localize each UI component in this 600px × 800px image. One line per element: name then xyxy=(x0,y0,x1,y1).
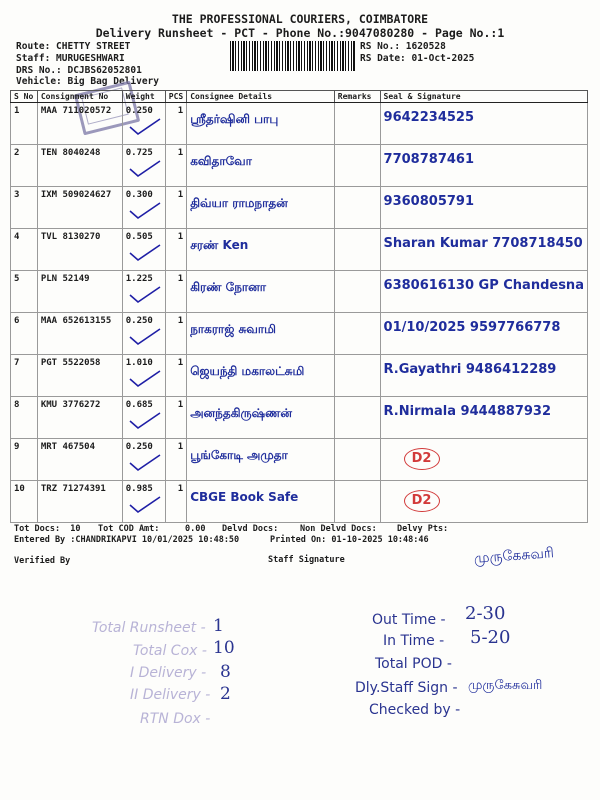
row-weight-value: 0.505 xyxy=(125,232,153,242)
signature-handwriting: 9360805791 xyxy=(383,194,475,209)
row-pcs: 1 xyxy=(165,103,186,145)
col-signature: Seal & Signature xyxy=(380,91,587,103)
total-pod-label: Total POD - xyxy=(375,656,452,672)
row-sno: 2 xyxy=(11,145,38,187)
row-weight xyxy=(122,187,165,229)
table-header xyxy=(11,91,588,103)
row-consignee xyxy=(187,439,335,481)
row-signature xyxy=(380,145,587,187)
row-remarks xyxy=(334,103,380,145)
consignee-handwriting: சரண் Ken xyxy=(190,238,249,252)
tick-mark-icon xyxy=(126,285,162,305)
row-pcs: 1 xyxy=(165,313,186,355)
col-consignment: Consignment No xyxy=(37,91,122,103)
row-sno: 9 xyxy=(11,439,38,481)
row-consignment: IXM 509024627 xyxy=(37,187,122,229)
staff-signature-label: Staff Signature xyxy=(268,555,345,565)
total-runsheet-label: Total Runsheet - xyxy=(92,620,206,636)
company-title: THE PROFESSIONAL COURIERS, COIMBATORE xyxy=(171,12,429,26)
row-weight xyxy=(122,229,165,271)
total-cox-value: 10 xyxy=(213,638,235,658)
tot-docs: Tot Docs: 10 xyxy=(14,524,81,534)
row-consignment: MRT 467504 xyxy=(37,439,122,481)
signature-handwriting: 01/10/2025 9597766778 xyxy=(383,320,561,335)
row-consignee xyxy=(187,229,335,271)
delvd-docs: Delvd Docs: xyxy=(222,524,279,534)
table-row xyxy=(11,271,588,313)
signature-handwriting: R.Nirmala 9444887932 xyxy=(383,404,552,419)
row-weight-value: 0.250 xyxy=(125,442,153,452)
row-pcs: 1 xyxy=(165,229,186,271)
i-delivery-label: I Delivery - xyxy=(130,665,207,681)
row-consignment: MAA 711020572 xyxy=(37,103,122,145)
row-signature xyxy=(380,355,587,397)
row-weight-value: 0.725 xyxy=(125,148,153,158)
consignee-handwriting: ஜெயந்தி மகாலட்சுமி xyxy=(190,364,305,378)
row-remarks xyxy=(334,481,380,523)
row-remarks xyxy=(334,355,380,397)
checked-by-label: Checked by - xyxy=(369,702,461,718)
row-weight xyxy=(122,313,165,355)
row-signature xyxy=(380,103,587,145)
row-pcs: 1 xyxy=(165,481,186,523)
row-remarks xyxy=(334,229,380,271)
staff-signature-hand: முருகேசுவரி xyxy=(473,545,555,567)
rtn-dox-label: RTN Dox - xyxy=(140,711,211,727)
delvy-pts: Delvy Pts: xyxy=(397,524,449,534)
row-sno: 6 xyxy=(11,313,38,355)
tick-mark-icon xyxy=(126,243,162,263)
d2-marker: D2 xyxy=(404,448,440,470)
row-consignee xyxy=(187,355,335,397)
row-consignee xyxy=(187,397,335,439)
row-consignee xyxy=(187,313,335,355)
row-pcs: 1 xyxy=(165,271,186,313)
signature-handwriting: Sharan Kumar 7708718450 xyxy=(383,236,583,251)
table-row xyxy=(11,187,588,229)
row-weight xyxy=(122,103,165,145)
row-pcs: 1 xyxy=(165,397,186,439)
consignee-handwriting: அனந்தகிருஷ்ணன் xyxy=(190,406,292,420)
row-weight-value: 1.010 xyxy=(125,358,153,368)
tick-mark-icon xyxy=(126,369,162,389)
row-weight-value: 0.250 xyxy=(125,106,153,116)
col-pcs: PCS xyxy=(165,91,186,103)
row-sno: 10 xyxy=(11,481,38,523)
row-sno: 1 xyxy=(11,103,38,145)
route-label: Route: CHETTY STREET xyxy=(16,41,131,52)
tick-mark-icon xyxy=(126,159,162,179)
row-consignment: KMU 3776272 xyxy=(37,397,122,439)
signature-handwriting: 9642234525 xyxy=(383,110,475,125)
row-consignment: TEN 8040248 xyxy=(37,145,122,187)
table-row xyxy=(11,439,588,481)
consignee-handwriting: கிரண் நோனா xyxy=(190,280,267,294)
table-row xyxy=(11,313,588,355)
signature-handwriting: R.Gayathri 9486412289 xyxy=(383,362,557,377)
row-weight xyxy=(122,145,165,187)
row-pcs: 1 xyxy=(165,355,186,397)
row-signature xyxy=(380,187,587,229)
signature-handwriting: 7708787461 xyxy=(383,152,475,167)
row-weight-value: 0.985 xyxy=(125,484,153,494)
runsheet-subtitle: Delivery Runsheet - PCT - Phone No.:9047080280 - Page No.:1 xyxy=(95,26,505,40)
row-weight-value: 0.685 xyxy=(125,400,153,410)
row-consignment: PLN 52149 xyxy=(37,271,122,313)
table-row xyxy=(11,145,588,187)
row-pcs: 1 xyxy=(165,187,186,229)
row-sno: 4 xyxy=(11,229,38,271)
row-signature xyxy=(380,439,587,481)
row-remarks xyxy=(334,313,380,355)
barcode xyxy=(230,41,355,71)
ii-delivery-label: II Delivery - xyxy=(130,687,211,703)
row-sno: 5 xyxy=(11,271,38,313)
i-delivery-value: 8 xyxy=(220,662,231,682)
row-remarks xyxy=(334,271,380,313)
row-weight xyxy=(122,355,165,397)
rs-number: RS No.: 1620528 xyxy=(360,41,446,52)
table-row xyxy=(11,397,588,439)
table-row xyxy=(11,355,588,397)
row-signature xyxy=(380,229,587,271)
row-remarks xyxy=(334,397,380,439)
table-row xyxy=(11,481,588,523)
consignee-handwriting: ஸ்ரீதர்ஷினி பாபு xyxy=(190,112,279,126)
total-cox-label: Total Cox - xyxy=(133,643,207,659)
col-remarks: Remarks xyxy=(334,91,380,103)
row-consignee xyxy=(187,187,335,229)
row-consignee xyxy=(187,271,335,313)
rs-date: RS Date: 01-Oct-2025 xyxy=(360,53,475,64)
row-weight xyxy=(122,439,165,481)
row-consignee xyxy=(187,103,335,145)
row-pcs: 1 xyxy=(165,439,186,481)
ii-delivery-value: 2 xyxy=(220,684,231,704)
signature-handwriting: 6380616130 GP Chandesna xyxy=(383,278,584,293)
tot-cod: Tot COD Amt: 0.00 xyxy=(98,524,206,534)
row-weight xyxy=(122,271,165,313)
row-sno: 7 xyxy=(11,355,38,397)
tick-mark-icon xyxy=(126,201,162,221)
table-row xyxy=(11,229,588,271)
consignee-handwriting: திவ்யா ராமநாதன் xyxy=(190,196,288,210)
row-weight-value: 1.225 xyxy=(125,274,153,284)
row-consignee xyxy=(187,481,335,523)
entered-by: Entered By :CHANDRIKAPVI 10/01/2025 10:48:50 xyxy=(14,535,240,545)
staff-label: Staff: MURUGESHWARI xyxy=(16,53,125,64)
row-sno: 3 xyxy=(11,187,38,229)
verified-by: Verified By xyxy=(14,556,71,566)
consignee-handwriting: பூங்கோடி அமுதா xyxy=(190,448,288,462)
dly-staff-sign-label: Dly.Staff Sign - xyxy=(355,680,458,696)
row-weight-value: 0.300 xyxy=(125,190,153,200)
total-runsheet-value: 1 xyxy=(213,616,224,636)
tick-mark-icon xyxy=(126,117,162,137)
non-delvd-docs: Non Delvd Docs: xyxy=(300,524,377,534)
row-remarks xyxy=(334,145,380,187)
row-weight xyxy=(122,397,165,439)
in-time-label: In Time - xyxy=(383,633,445,649)
row-consignment: PGT 5522058 xyxy=(37,355,122,397)
tick-mark-icon xyxy=(126,411,162,431)
row-remarks xyxy=(334,439,380,481)
row-signature xyxy=(380,481,587,523)
row-consignment: TRZ 71274391 xyxy=(37,481,122,523)
row-signature xyxy=(380,271,587,313)
consignee-handwriting: நாகராஜ் சுவாமி xyxy=(190,322,276,336)
printed-on: Printed On: 01-10-2025 10:48:46 xyxy=(270,535,429,545)
col-consignee: Consignee Details xyxy=(187,91,335,103)
row-consignment: MAA 652613155 xyxy=(37,313,122,355)
row-consignment: TVL 8130270 xyxy=(37,229,122,271)
in-time-value: 5-20 xyxy=(470,627,511,648)
delivery-table xyxy=(10,90,588,523)
out-time-value: 2-30 xyxy=(465,603,506,624)
col-weight: Weight xyxy=(122,91,165,103)
row-weight xyxy=(122,481,165,523)
row-weight-value: 0.250 xyxy=(125,316,153,326)
row-signature xyxy=(380,397,587,439)
table-row xyxy=(11,103,588,145)
out-time-label: Out Time - xyxy=(372,612,446,628)
consignee-handwriting: CBGE Book Safe xyxy=(190,490,299,504)
col-sno: S No xyxy=(11,91,38,103)
row-remarks xyxy=(334,187,380,229)
row-consignee xyxy=(187,145,335,187)
d2-marker: D2 xyxy=(404,490,440,512)
row-signature xyxy=(380,313,587,355)
tick-mark-icon xyxy=(126,453,162,473)
vehicle-label: Vehicle: Big Bag Delivery xyxy=(16,76,159,87)
row-pcs: 1 xyxy=(165,145,186,187)
drs-label: DRS No.: DCJBS62052801 xyxy=(16,65,142,76)
consignee-handwriting: கவிதாவோ xyxy=(190,154,252,168)
tick-mark-icon xyxy=(126,495,162,515)
dly-staff-sign-value: முருகேசுவரி xyxy=(468,678,543,693)
row-sno: 8 xyxy=(11,397,38,439)
tick-mark-icon xyxy=(126,327,162,347)
